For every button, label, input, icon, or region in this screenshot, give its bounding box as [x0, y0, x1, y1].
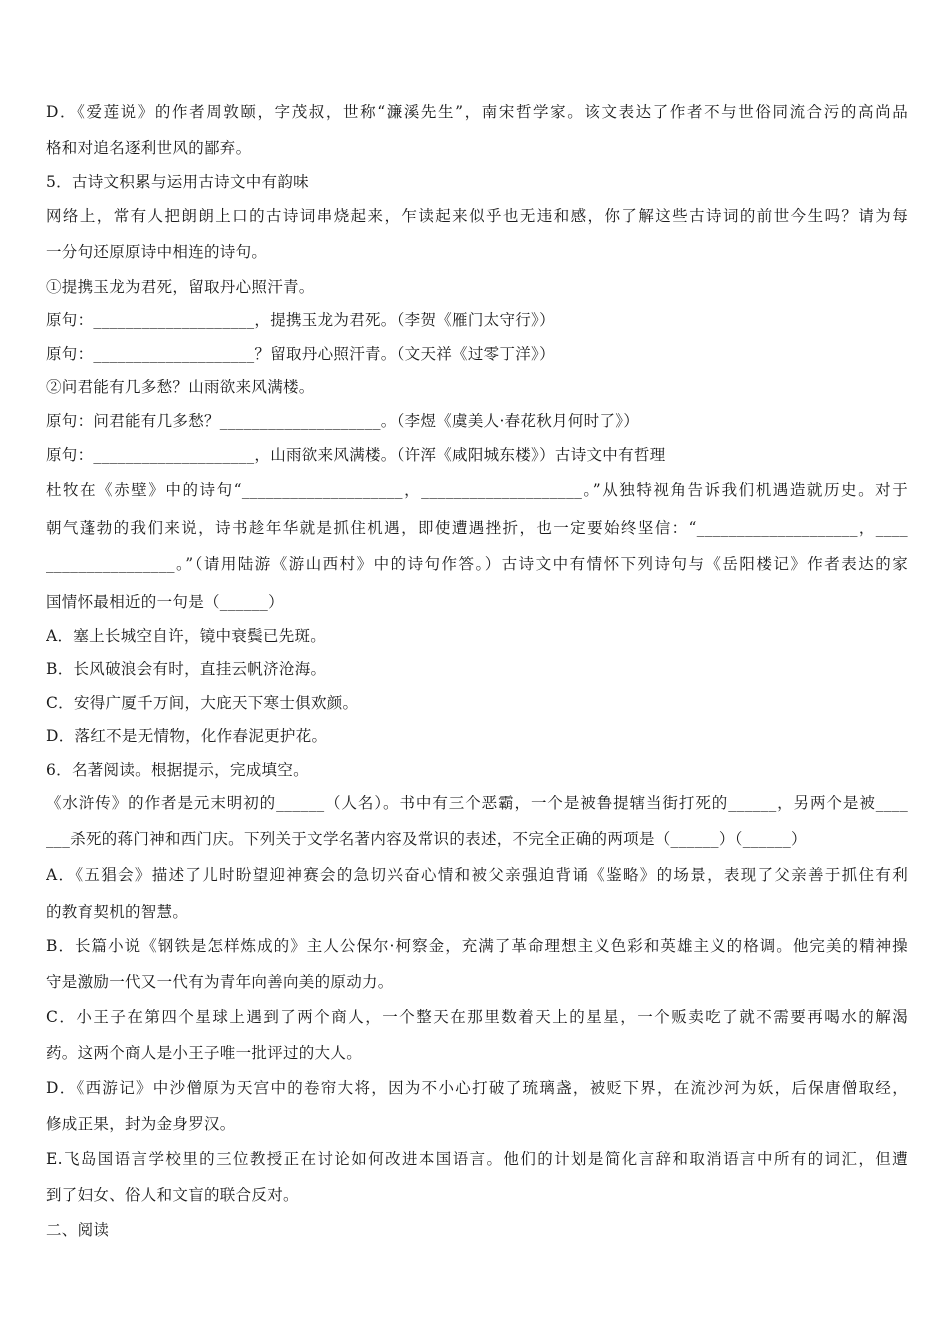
option-d-line-2: 格和对追名逐利世风的鄙弃。 [46, 139, 252, 157]
option-a-line-2: 的教育契机的智慧。 [46, 903, 189, 921]
subquestion-2: ②问君能有几多愁？山雨欲来风满楼。 [46, 378, 315, 396]
option-d-line-1: D．《西游记》中沙僧原为天宫中的卷帘大将，因为不小心打破了琉璃盏，被贬下界，在流沙河为妖，后保唐僧取经， [46, 1079, 908, 1097]
option-e-line-1: E.飞岛国语言学校里的三位教授正在讨论如何改进本国语言。他们的计划是简化言辞和取消语言中所有的词汇，但遭 [46, 1150, 908, 1168]
option-d-line-2: 修成正果，封为金身罗汉。 [46, 1115, 236, 1133]
fill-blank-line: 原句：____________________，山雨欲来风满楼。（许浑《咸阳城东楼》）古诗文中有哲理 [46, 446, 666, 464]
paragraph-line: 杜牧在《赤壁》中的诗句“____________________，____________________。”从独特视角告诉我们机遇造就历史。对于 [46, 481, 908, 499]
fill-blank-line: 原句：问君能有几多愁？____________________。（李煜《虞美人·春花秋月何时了》） [46, 412, 640, 430]
paragraph-line: 国情怀最相近的一句是（______） [46, 593, 284, 611]
subquestion-1: ①提携玉龙为君死，留取丹心照汗青。 [46, 278, 315, 296]
paragraph-line: ___杀死的蒋门神和西门庆。下列关于文学名著内容及常识的表述，不完全正确的两项是（______）（______） [46, 830, 807, 848]
fill-blank-line: 原句：____________________？留取丹心照汗青。（文天祥《过零丁洋》） [46, 345, 555, 363]
fill-blank-line: 原句：____________________，提携玉龙为君死。（李贺《雁门太守行》） [46, 311, 555, 329]
section-heading-reading: 二、阅读 [46, 1221, 110, 1239]
option-d: D．落红不是无情物，化作春泥更护花。 [46, 727, 328, 745]
option-c-line-2: 药。这两个商人是小王子唯一批评过的大人。 [46, 1044, 363, 1062]
option-a-line-1: A．《五猖会》描述了儿时盼望迎神赛会的急切兴奋心情和被父亲强迫背诵《鉴略》的场景，表现了父亲善于抓住有利 [46, 866, 908, 884]
option-a: A．塞上长城空自许，镜中衰鬓已先斑。 [46, 627, 327, 645]
question-5-heading: 5．古诗文积累与运用古诗文中有韵味 [46, 173, 309, 191]
option-b: B．长风破浪会有时，直挂云帆济沧海。 [46, 660, 327, 678]
paragraph-line: 朝气蓬勃的我们来说，诗书趁年华就是抓住机遇，即使遭遇挫折，也一定要始终坚信：“____________________，____ [46, 519, 908, 537]
option-c-line-1: C．小王子在第四个星球上遇到了两个商人，一个整天在那里数着天上的星星，一个贩卖吃了就不需要再喝水的解渴 [46, 1008, 908, 1026]
question-6-heading: 6．名著阅读。根据提示，完成填空。 [46, 761, 309, 779]
option-d-line-1: D．《爱莲说》的作者周敦颐，字茂叔，世称“濂溪先生”，南宋哲学家。该文表达了作者不与世俗同流合污的高尚品 [46, 103, 908, 121]
option-e-line-2: 到了妇女、俗人和文盲的联合反对。 [46, 1186, 299, 1204]
paragraph-line: ________________。”（请用陆游《游山西村》中的诗句作答。）古诗文中有情怀下列诗句与《岳阳楼记》作者表达的家 [46, 555, 908, 573]
option-b-line-1: B．长篇小说《钢铁是怎样炼成的》主人公保尔·柯察金，充满了革命理想主义色彩和英雄主义的格调。他完美的精神操 [46, 937, 908, 955]
paragraph-line: 《水浒传》的作者是元末明初的______（人名）。书中有三个恶霸，一个是被鲁提辖当街打死的______，另两个是被____ [46, 794, 908, 812]
paragraph-line: 一分句还原原诗中相连的诗句。 [46, 243, 268, 261]
option-b-line-2: 守是激励一代又一代有为青年向善向美的原动力。 [46, 973, 394, 991]
paragraph-line: 网络上，常有人把朗朗上口的古诗词串烧起来，乍读起来似乎也无违和感，你了解这些古诗词的前世今生吗？请为每 [46, 207, 908, 225]
option-c: C．安得广厦千万间，大庇天下寒士俱欢颜。 [46, 694, 359, 712]
